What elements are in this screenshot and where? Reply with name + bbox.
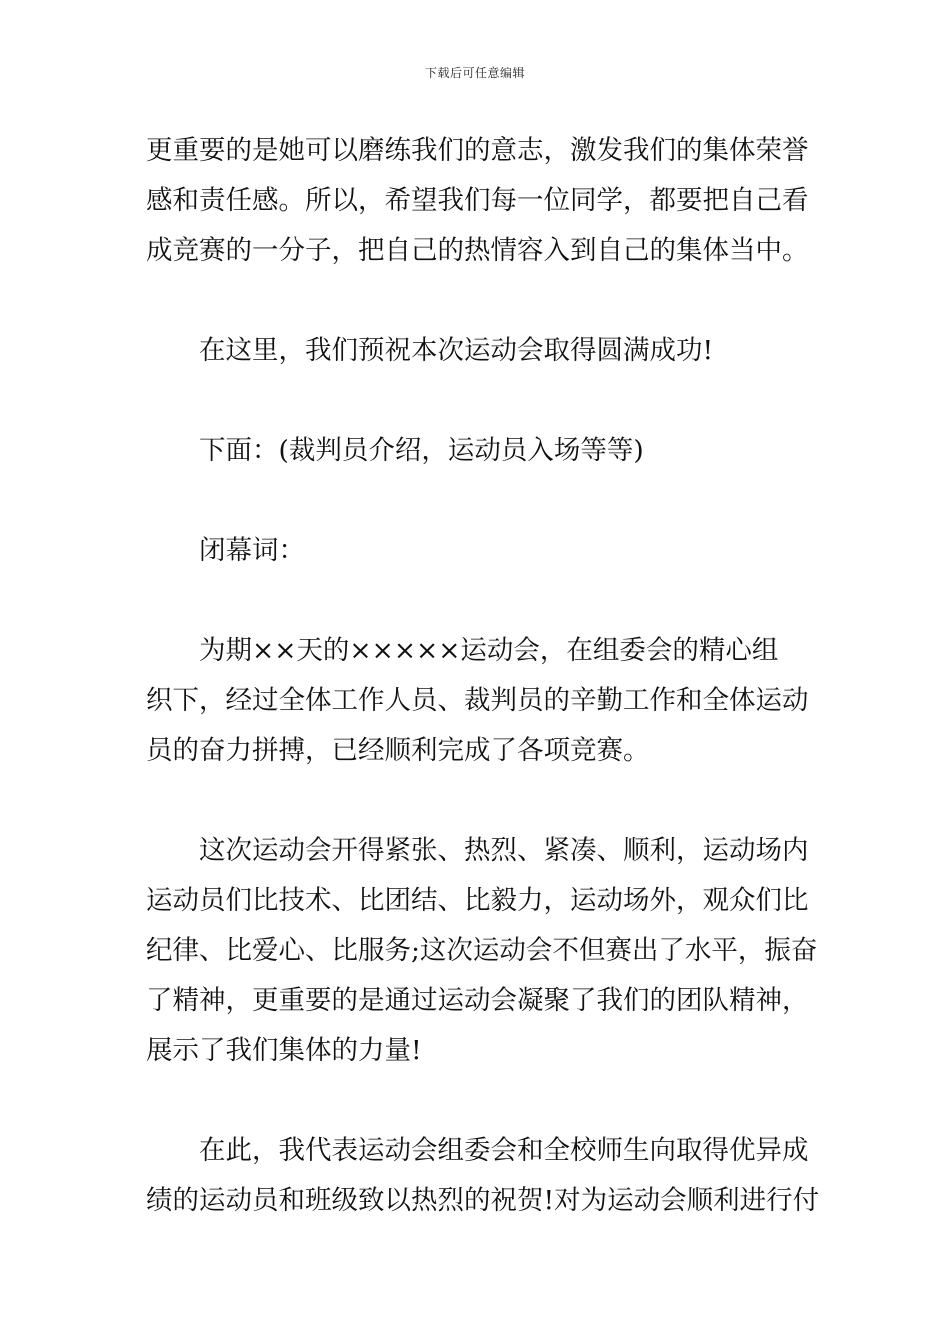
paragraph-wishes bbox=[146, 326, 810, 376]
paragraph-summary bbox=[146, 826, 818, 1076]
paragraph-next bbox=[146, 426, 810, 476]
paragraph-gap bbox=[146, 276, 810, 326]
text-line: 员的奋力拼搏，已经顺利完成了各项竞赛。 bbox=[146, 735, 650, 766]
text-line: 运动员们比技术、比团结、比毅力，运动场外，观众们比 bbox=[146, 885, 809, 916]
text-line: 织下，经过全体工作人员、裁判员的辛勤工作和全体运动 bbox=[146, 685, 809, 716]
text-line: 下面：(裁判员介绍，运动员入场等等) bbox=[199, 435, 644, 466]
text-line: 展示了我们集体的力量! bbox=[146, 1035, 422, 1066]
document-body bbox=[146, 126, 820, 1226]
paragraph-congratulations bbox=[146, 1126, 820, 1226]
text-line: 更重要的是她可以磨练我们的意志，激发我们的集体荣誉 bbox=[146, 135, 809, 166]
paragraph-gap bbox=[146, 776, 810, 826]
text-line: 在此，我代表运动会组委会和全校师生向取得优异成 bbox=[199, 1135, 809, 1166]
section-heading-closing bbox=[146, 526, 810, 576]
text-line: 闭幕词： bbox=[199, 535, 305, 566]
paragraph-gap bbox=[146, 376, 810, 426]
paragraph-gap bbox=[146, 476, 810, 526]
text-line: 为期××天的×××××运动会，在组委会的精心组 bbox=[199, 635, 779, 666]
paragraph-closing-intro bbox=[146, 626, 810, 776]
text-line: 绩的运动员和班级致以热烈的祝贺!对为运动会顺利进行付 bbox=[146, 1185, 820, 1216]
text-line: 了精神，更重要的是通过运动会凝聚了我们的团队精神， bbox=[146, 985, 809, 1016]
text-line: 纪律、比爱心、比服务;这次运动会不但赛出了水平，振奋 bbox=[146, 935, 818, 966]
text-line: 感和责任感。所以，希望我们每一位同学，都要把自己看 bbox=[146, 185, 809, 216]
text-line: 这次运动会开得紧张、热烈、紧凑、顺利，运动场内 bbox=[199, 835, 809, 866]
paragraph-gap bbox=[146, 576, 810, 626]
page-header-note: 下载后可任意编辑 bbox=[424, 66, 525, 80]
paragraph-gap bbox=[146, 1076, 810, 1126]
text-line: 成竞赛的一分子，把自己的热情容入到自己的集体当中。 bbox=[146, 235, 809, 266]
text-line: 在这里，我们预祝本次运动会取得圆满成功! bbox=[199, 335, 714, 366]
paragraph-continued bbox=[146, 126, 810, 276]
